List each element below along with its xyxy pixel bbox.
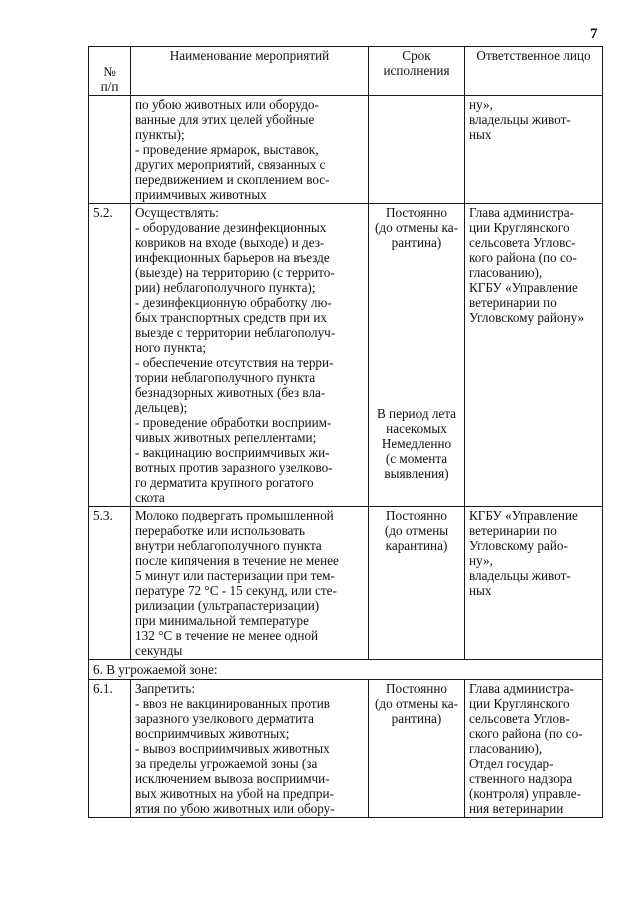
row-number: 5.2. xyxy=(89,204,131,507)
table-row xyxy=(89,507,603,660)
responsible-line: КГБУ «Управление xyxy=(469,508,578,523)
responsible-line: гласованию), xyxy=(469,265,543,280)
row-measure xyxy=(131,680,369,818)
row-number: 6.1. xyxy=(89,680,131,818)
responsible-line: Глава администра- xyxy=(469,205,574,220)
responsible-line: ветеринарии по xyxy=(469,523,557,538)
term-line: Постоянно xyxy=(385,508,447,523)
responsible-line: кого района (по со- xyxy=(469,250,577,265)
measure-line: безнадзорных животных (без вла- xyxy=(135,385,326,400)
responsible-line: Глава администра- xyxy=(469,681,574,696)
table-row xyxy=(89,204,603,507)
measure-line: - проведение обработки восприим- xyxy=(135,415,332,430)
row-number xyxy=(89,96,131,204)
measure-line: - оборудование дезинфекционных xyxy=(135,220,327,235)
responsible-line: Угловскому райо- xyxy=(469,538,568,553)
header-name: Наименование мероприятий xyxy=(131,47,369,96)
measure-line: Запретить: xyxy=(135,681,196,696)
row-term xyxy=(369,96,465,204)
term-line: Постоянно xyxy=(385,681,447,696)
row-responsible xyxy=(465,96,603,204)
responsible-line: ния ветеринарии xyxy=(469,801,564,816)
term-line: (до отмены ка- xyxy=(374,696,459,711)
measure-line: пункты); xyxy=(135,127,185,142)
measure-line: - вакцинацию восприимчивых жи- xyxy=(135,445,330,460)
row-measure xyxy=(131,507,369,660)
header-number-pp: п/п xyxy=(100,79,119,94)
row-measure xyxy=(131,204,369,507)
measure-line: после кипячения в течение не менее xyxy=(135,553,339,568)
measure-line: передвижением и скоплением вос- xyxy=(135,172,330,187)
measure-line: (выезде) на территорию (с террито- xyxy=(135,265,335,280)
responsible-line: владельцы живот- xyxy=(469,568,571,583)
measures-table xyxy=(88,46,603,818)
row-responsible xyxy=(465,507,603,660)
responsible-line: Отдел государ- xyxy=(469,756,554,771)
measure-line: за пределы угрожаемой зоны (за xyxy=(135,756,318,771)
responsible-line: ну», xyxy=(469,553,493,568)
measure-line: чивых животных репеллентами; xyxy=(135,430,317,445)
responsible-line: ных xyxy=(469,583,492,598)
header-number xyxy=(89,47,131,96)
header-term-line: исполнения xyxy=(383,63,450,78)
measure-line: ятия по убою животных или обору- xyxy=(135,801,335,816)
term-line: Немедленно xyxy=(381,436,452,451)
measure-line: при минимальной температуре xyxy=(135,613,309,628)
header-number-sign: № xyxy=(103,64,116,79)
term-line: (с момента xyxy=(385,451,448,466)
measure-line: исключением вывоза восприимчи- xyxy=(135,771,330,786)
section-title: 6. В угрожаемой зоне: xyxy=(89,660,603,680)
table-row xyxy=(89,680,603,818)
measure-line: заразного узелкового дерматита xyxy=(135,711,314,726)
term-line: рантина) xyxy=(391,711,442,726)
measure-line: 132 °С в течение не менее одной xyxy=(135,628,319,643)
measure-line: ковриков на входе (выходе) и дез- xyxy=(135,235,325,250)
responsible-line: ных xyxy=(469,127,492,142)
table-row xyxy=(89,96,603,204)
page-number: 7 xyxy=(590,26,598,42)
term-line: (до отмены xyxy=(384,523,449,538)
measure-line: го дерматита крупного рогатого xyxy=(135,475,314,490)
measure-line: дельцев); xyxy=(135,400,188,415)
measure-line: инфекционных барьеров на въезде xyxy=(135,250,330,265)
measure-line: ного пункта; xyxy=(135,340,207,355)
term-line: (до отмены ка- xyxy=(374,220,459,235)
measure-line: секунды xyxy=(135,643,183,658)
responsible-line: ции Круглянского xyxy=(469,696,570,711)
row-number: 5.3. xyxy=(89,507,131,660)
measure-line: Осуществлять: xyxy=(135,205,219,220)
measure-line: других мероприятий, связанных с xyxy=(135,157,326,172)
responsible-line: владельцы живот- xyxy=(469,112,571,127)
responsible-line: КГБУ «Управление xyxy=(469,280,578,295)
responsible-line: ну», xyxy=(469,97,493,112)
term-line: рантина) xyxy=(391,235,442,250)
responsible-line: гласованию), xyxy=(469,741,543,756)
responsible-line: Угловскому району» xyxy=(469,310,585,325)
row-responsible xyxy=(465,204,603,507)
measure-line: по убою животных или оборудо- xyxy=(135,97,319,112)
measure-line: ванные для этих целей убойные xyxy=(135,112,315,127)
row-term xyxy=(369,204,465,507)
header-term-line: Срок xyxy=(402,48,431,63)
row-term xyxy=(369,680,465,818)
measure-line: - вывоз восприимчивых животных xyxy=(135,741,330,756)
term-line: насекомых xyxy=(386,421,447,436)
measure-line: скота xyxy=(135,490,165,505)
measure-line: рии) неблагополучного пункта); xyxy=(135,280,316,295)
responsible-line: ветеринарии по xyxy=(469,295,557,310)
measure-line: приимчивых животных xyxy=(135,187,267,202)
table-header-row xyxy=(89,47,603,96)
measure-line: рилизации (ультрапастеризации) xyxy=(135,598,320,613)
responsible-line: сельсовета Углов- xyxy=(469,711,570,726)
measure-line: тории неблагополучного пункта xyxy=(135,370,316,385)
responsible-line: (контроля) управле- xyxy=(469,786,582,801)
term-line: карантина) xyxy=(385,538,448,553)
measure-line: восприимчивых животных; xyxy=(135,726,290,741)
measure-line: внутри неблагополучного пункта xyxy=(135,538,322,553)
measure-line: Молоко подвергать промышленной xyxy=(135,508,334,523)
measure-line: - ввоз не вакцинированных против xyxy=(135,696,330,711)
measure-line: - обеспечение отсутствия на терри- xyxy=(135,355,334,370)
measure-line: пературе 72 °С - 15 секунд, или сте- xyxy=(135,583,337,598)
term-line: Постоянно xyxy=(385,205,447,220)
measure-line: - дезинфекционную обработку лю- xyxy=(135,295,332,310)
section-row xyxy=(89,660,603,680)
term-line: В период лета xyxy=(376,406,457,421)
measure-line: выезде с территории неблагополуч- xyxy=(135,325,336,340)
row-measure xyxy=(131,96,369,204)
row-term xyxy=(369,507,465,660)
responsible-line: сельсовета Угловс- xyxy=(469,235,576,250)
measure-line: переработке или использовать xyxy=(135,523,305,538)
header-term xyxy=(369,47,465,96)
responsible-line: ского района (по со- xyxy=(469,726,583,741)
term-line: выявления) xyxy=(384,466,449,481)
measure-line: 5 минут или пастеризации при тем- xyxy=(135,568,335,583)
measure-line: - проведение ярмарок, выставок, xyxy=(135,142,319,157)
measure-line: бых транспортных средств при их xyxy=(135,310,328,325)
measure-line: вых животных на убой на предпри- xyxy=(135,786,334,801)
row-responsible xyxy=(465,680,603,818)
responsible-line: ции Круглянского xyxy=(469,220,570,235)
responsible-line: ственного надзора xyxy=(469,771,573,786)
measure-line: вотных против заразного узелково- xyxy=(135,460,333,475)
header-responsible: Ответственное лицо xyxy=(465,47,603,96)
